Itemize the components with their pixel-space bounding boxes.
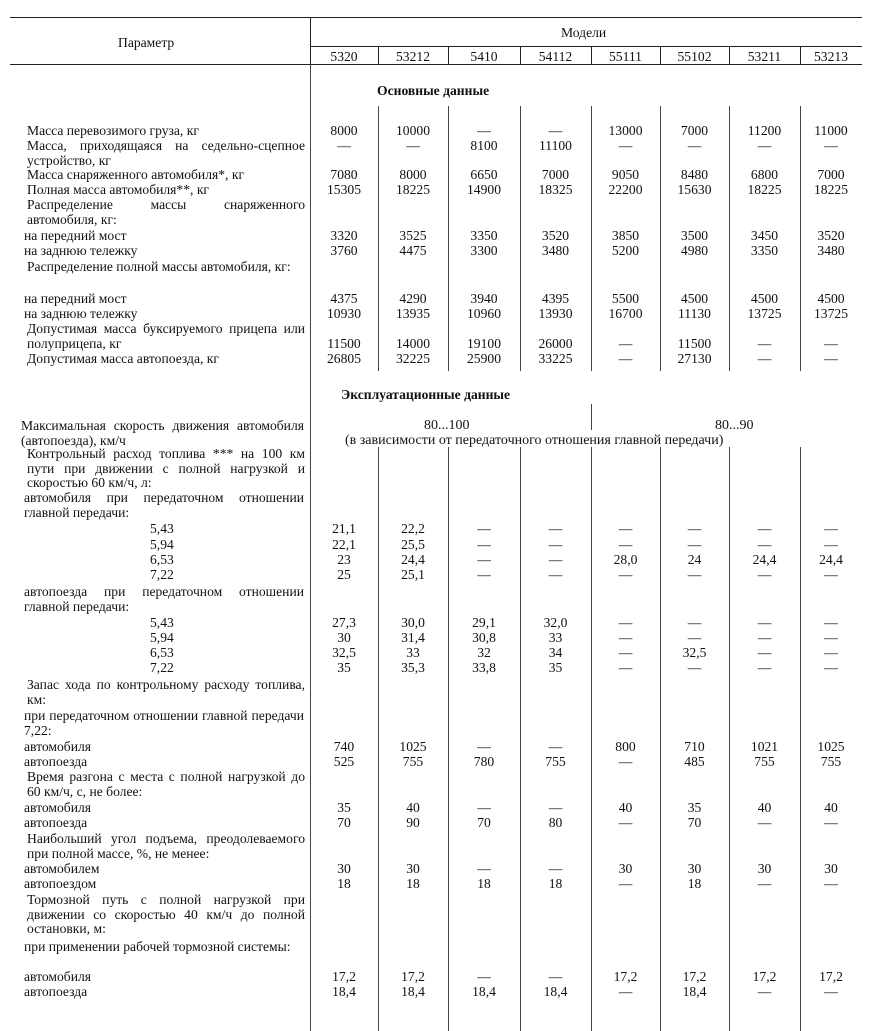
models-subheader-rule bbox=[311, 46, 862, 47]
cell-value: 24 bbox=[687, 552, 702, 567]
cell-value: — bbox=[824, 815, 838, 830]
cell-value: 15630 bbox=[677, 182, 712, 197]
cell-value: 32 bbox=[477, 645, 491, 660]
cell-value: — bbox=[687, 537, 702, 552]
cell-value: — bbox=[687, 138, 702, 153]
cell-value: — bbox=[824, 537, 838, 552]
cell-value: 3480 bbox=[541, 243, 570, 258]
cell-value: 70 bbox=[477, 815, 491, 830]
cell-value: — bbox=[477, 521, 491, 536]
cell-value: 26000 bbox=[538, 335, 573, 351]
cell-value: 11200 bbox=[747, 123, 782, 138]
cell-value: 25,1 bbox=[401, 567, 425, 582]
cell-value: 33 bbox=[406, 645, 420, 660]
cell-value: — bbox=[548, 521, 563, 536]
cell-value: — bbox=[477, 969, 491, 984]
cell-value: — bbox=[477, 567, 491, 582]
cell-value: 27,3 bbox=[332, 615, 356, 630]
cell-value: 18,4 bbox=[543, 984, 568, 999]
cell-value: 31,4 bbox=[401, 630, 425, 645]
cell-value: — bbox=[618, 567, 633, 582]
cell-value: — bbox=[548, 969, 563, 984]
cell-value: — bbox=[687, 615, 702, 630]
cell-value: 25 bbox=[337, 567, 351, 582]
cell-value: 1021 bbox=[750, 739, 779, 754]
cell-value: — bbox=[618, 984, 633, 999]
row-label: автомобилем bbox=[24, 861, 100, 876]
cell-value: 28,0 bbox=[613, 552, 638, 567]
row-label: Масса снаряженного автомобиля*, кг bbox=[27, 167, 245, 182]
param-header: Параметр bbox=[118, 35, 175, 50]
row-label: на заднюю тележку bbox=[24, 306, 138, 321]
cell-value: 17,2 bbox=[682, 969, 707, 984]
cell-value: 7000 bbox=[680, 123, 709, 138]
speed-value-left: 80...100 bbox=[424, 418, 470, 433]
row-label: Допустимая масса автопоезда, кг bbox=[27, 351, 219, 366]
cell-value: 30 bbox=[406, 861, 420, 876]
speed-divider-line bbox=[591, 404, 592, 430]
cell-value: — bbox=[618, 521, 633, 536]
cell-value: 30 bbox=[757, 861, 772, 876]
cell-value: 6800 bbox=[750, 167, 779, 182]
section-title-operational: Эксплуатационные данные bbox=[341, 387, 511, 402]
row-label: Время разгона с места с полной нагрузкой до 60 км/ч, с, не более: bbox=[27, 769, 305, 799]
cell-value: 710 bbox=[684, 739, 705, 754]
cell-value: 40 bbox=[618, 800, 633, 815]
model-header: 53212 bbox=[396, 49, 430, 64]
cell-value: 18 bbox=[477, 876, 491, 891]
cell-value: — bbox=[824, 630, 838, 645]
cell-value: — bbox=[618, 815, 633, 830]
cell-value: 10960 bbox=[467, 306, 501, 321]
cell-value: — bbox=[757, 615, 772, 630]
cell-value: 8000 bbox=[330, 123, 358, 138]
cell-value: 1025 bbox=[817, 739, 845, 754]
cell-value: 3850 bbox=[611, 228, 640, 243]
row-label: автопоезда bbox=[24, 754, 88, 769]
row-label: 6,53 bbox=[150, 552, 174, 567]
row-label: автомобиля bbox=[24, 969, 92, 984]
cell-value: — bbox=[824, 645, 838, 660]
cell-value: 26805 bbox=[327, 351, 361, 366]
cell-value: 17,2 bbox=[332, 969, 356, 984]
cell-value: 7000 bbox=[817, 167, 845, 182]
row-label: автомобиля при передаточном отношении главной передачи: bbox=[24, 490, 304, 520]
cell-value: 8100 bbox=[470, 138, 498, 153]
cell-value: 30,0 bbox=[401, 615, 425, 630]
cell-value: — bbox=[548, 567, 563, 582]
cell-value: 18 bbox=[687, 876, 702, 891]
speed-note: (в зависимости от передаточного отношения главной передачи) bbox=[345, 433, 724, 448]
cell-value: — bbox=[757, 138, 772, 153]
cell-value: — bbox=[824, 615, 838, 630]
cell-value: — bbox=[687, 660, 702, 675]
cell-value: 18 bbox=[337, 876, 351, 891]
cell-value: 11500 bbox=[677, 335, 712, 351]
cell-value: 3520 bbox=[541, 228, 570, 243]
cell-value: 24,4 bbox=[819, 552, 843, 567]
cell-value: 16700 bbox=[608, 306, 643, 321]
cell-value: 10000 bbox=[396, 123, 430, 138]
cell-value: 3525 bbox=[399, 228, 427, 243]
cell-value: 11000 bbox=[814, 123, 848, 138]
cell-value: 17,2 bbox=[819, 969, 843, 984]
row-label: 6,53 bbox=[150, 645, 174, 660]
cell-value: 4395 bbox=[541, 291, 570, 306]
model-header: 5320 bbox=[330, 49, 358, 64]
cell-value: 11100 bbox=[539, 138, 572, 153]
cell-value: 25900 bbox=[467, 351, 501, 366]
cell-value: 755 bbox=[820, 754, 842, 769]
cell-value: 32225 bbox=[396, 351, 430, 366]
cell-value: 80 bbox=[548, 815, 563, 830]
cell-value: — bbox=[618, 351, 633, 366]
cell-value: — bbox=[618, 876, 633, 891]
cell-value: — bbox=[477, 537, 491, 552]
cell-value: 3300 bbox=[470, 243, 498, 258]
cell-value: 30 bbox=[337, 630, 351, 645]
cell-value: 29,1 bbox=[472, 615, 496, 630]
cell-value: 14900 bbox=[467, 182, 501, 197]
cell-value: — bbox=[824, 138, 838, 153]
row-label: автопоезда при передаточном отношении главной передачи: bbox=[24, 584, 304, 614]
row-label: 7,22 bbox=[150, 660, 174, 675]
row-label: при применении рабочей тормозной системы: bbox=[24, 939, 291, 954]
cell-value: 4500 bbox=[750, 291, 779, 306]
cell-value: 35 bbox=[548, 660, 563, 675]
cell-value: 23 bbox=[337, 552, 351, 567]
cell-value: 35 bbox=[337, 660, 351, 675]
cell-value: 755 bbox=[402, 754, 424, 769]
row-label: на передний мост bbox=[24, 228, 127, 243]
cell-value: 18 bbox=[406, 876, 420, 891]
model-header: 54112 bbox=[538, 49, 573, 64]
row-label: Запас хода по контрольному расходу топлива, км: bbox=[27, 677, 305, 707]
cell-value: — bbox=[477, 739, 491, 754]
cell-value: 24,4 bbox=[401, 552, 425, 567]
cell-value: 40 bbox=[757, 800, 772, 815]
cell-value: 13000 bbox=[608, 123, 643, 138]
cell-value: 18,4 bbox=[401, 984, 425, 999]
cell-value: 8480 bbox=[680, 167, 709, 182]
cell-value: 27130 bbox=[677, 351, 712, 366]
cell-value: 5200 bbox=[611, 243, 640, 258]
cell-value: 755 bbox=[545, 754, 566, 769]
row-label: Контрольный расход топлива *** на 100 км пути при движении с полной нагрузкой и скоростью 60 км/ч, л: bbox=[27, 446, 305, 491]
row-label: 7,22 bbox=[150, 567, 174, 582]
cell-value: 30 bbox=[687, 861, 702, 876]
cell-value: 30 bbox=[824, 861, 838, 876]
row-label: автопоезда bbox=[24, 815, 88, 830]
cell-value: — bbox=[337, 138, 351, 153]
cell-value: 30,8 bbox=[472, 630, 496, 645]
cell-value: 9050 bbox=[611, 167, 640, 182]
cell-value: 19100 bbox=[467, 335, 501, 351]
cell-value: 4980 bbox=[680, 243, 709, 258]
cell-value: 13935 bbox=[396, 306, 430, 321]
cell-value: 5500 bbox=[611, 291, 640, 306]
model-header: 53213 bbox=[814, 49, 848, 64]
cell-value: — bbox=[548, 739, 563, 754]
cell-value: 13725 bbox=[814, 306, 848, 321]
cell-value: — bbox=[757, 537, 772, 552]
row-label: 5,94 bbox=[150, 630, 174, 645]
model-header: 5410 bbox=[470, 49, 498, 64]
cell-value: 755 bbox=[754, 754, 775, 769]
cell-value: 7080 bbox=[330, 167, 358, 182]
cell-value: 3760 bbox=[330, 243, 358, 258]
cell-value: 17,2 bbox=[613, 969, 638, 984]
cell-value: 4500 bbox=[680, 291, 709, 306]
model-header: 53211 bbox=[747, 49, 782, 64]
row-label: 5,43 bbox=[150, 615, 174, 630]
cell-value: — bbox=[618, 615, 633, 630]
cell-value: 30 bbox=[618, 861, 633, 876]
cell-value: 4375 bbox=[330, 291, 358, 306]
cell-value: — bbox=[824, 660, 838, 675]
cell-value: — bbox=[477, 861, 491, 876]
cell-value: 32,5 bbox=[682, 645, 707, 660]
cell-value: — bbox=[757, 351, 772, 366]
cell-value: — bbox=[548, 552, 563, 567]
cell-value: — bbox=[477, 123, 491, 138]
cell-value: 4500 bbox=[817, 291, 845, 306]
cell-value: 35 bbox=[687, 800, 702, 815]
cell-value: 11130 bbox=[678, 306, 711, 321]
cell-value: 18225 bbox=[747, 182, 782, 197]
row-label: 5,43 bbox=[150, 521, 174, 536]
cell-value: — bbox=[687, 630, 702, 645]
cell-value: 22,1 bbox=[332, 537, 356, 552]
cell-value: — bbox=[548, 861, 563, 876]
cell-value: 33,8 bbox=[472, 660, 496, 675]
row-label: Распределение полной массы автомобиля, кг: bbox=[27, 259, 291, 274]
row-label: Масса перевозимого груза, кг bbox=[27, 123, 199, 138]
row-label: на заднюю тележку bbox=[24, 243, 138, 258]
cell-value: — bbox=[824, 567, 838, 582]
row-label: автопоезда bbox=[24, 984, 88, 999]
cell-value: 90 bbox=[406, 815, 420, 830]
cell-value: 3450 bbox=[750, 228, 779, 243]
cell-value: 3350 bbox=[750, 243, 779, 258]
cell-value: 40 bbox=[824, 800, 838, 815]
cell-value: 70 bbox=[687, 815, 702, 830]
cell-value: 13725 bbox=[747, 306, 782, 321]
cell-value: — bbox=[824, 521, 838, 536]
row-label: Масса, приходящаяся на седельно-сцепное устройство, кг bbox=[27, 138, 305, 168]
cell-value: 15305 bbox=[327, 182, 361, 197]
cell-value: — bbox=[824, 984, 838, 999]
model-header: 55111 bbox=[609, 49, 642, 64]
row-label: 5,94 bbox=[150, 537, 174, 552]
cell-value: 34 bbox=[548, 645, 563, 660]
cell-value: — bbox=[618, 335, 633, 351]
cell-value: 17,2 bbox=[752, 969, 777, 984]
cell-value: 22200 bbox=[608, 182, 643, 197]
cell-value: 33 bbox=[548, 630, 563, 645]
row-label: Тормозной путь с полной нагрузкой при движении со скоростью 40 км/ч до полной остановки, м: bbox=[27, 892, 305, 937]
speed-value-right: 80...90 bbox=[715, 418, 754, 433]
row-label: Распределение массы снаряженного автомобиля, кг: bbox=[27, 197, 305, 227]
cell-value: 21,1 bbox=[332, 521, 356, 536]
cell-value: — bbox=[548, 800, 563, 815]
cell-value: — bbox=[824, 335, 838, 351]
cell-value: 18225 bbox=[396, 182, 430, 197]
cell-value: — bbox=[757, 645, 772, 660]
speed-label: Максимальная скорость движения автомобиля (автопоезда), км/ч bbox=[21, 418, 304, 448]
cell-value: — bbox=[687, 567, 702, 582]
cell-value: 18325 bbox=[538, 182, 573, 197]
model-header: 55102 bbox=[677, 49, 712, 64]
cell-value: 4475 bbox=[399, 243, 427, 258]
cell-value: — bbox=[757, 984, 772, 999]
cell-value: — bbox=[618, 754, 633, 769]
cell-value: 800 bbox=[615, 739, 636, 754]
cell-value: 22,2 bbox=[401, 521, 425, 536]
cell-value: 10930 bbox=[327, 306, 361, 321]
cell-value: — bbox=[757, 660, 772, 675]
cell-value: — bbox=[477, 552, 491, 567]
cell-value: — bbox=[618, 630, 633, 645]
cell-value: 6650 bbox=[470, 167, 498, 182]
cell-value: 3520 bbox=[817, 228, 845, 243]
row-label: автопоездом bbox=[24, 876, 97, 891]
cell-value: 33225 bbox=[538, 351, 573, 366]
cell-value: 14000 bbox=[396, 335, 430, 351]
cell-value: — bbox=[618, 138, 633, 153]
cell-value: 740 bbox=[333, 739, 355, 754]
cell-value: — bbox=[687, 521, 702, 536]
row-label: Допустимая масса буксируемого прицепа или полуприцепа, кг bbox=[27, 321, 305, 351]
cell-value: 35 bbox=[337, 800, 351, 815]
cell-value: 11500 bbox=[327, 335, 361, 351]
row-label: при передаточном отношении главной передачи 7,22: bbox=[24, 708, 304, 738]
cell-value: — bbox=[824, 876, 838, 891]
row-label: автомобиля bbox=[24, 800, 92, 815]
row-label: на передний мост bbox=[24, 291, 127, 306]
cell-value: 1025 bbox=[399, 739, 427, 754]
section-title-main: Основные данные bbox=[377, 83, 490, 98]
cell-value: 25,5 bbox=[401, 537, 425, 552]
cell-value: 8000 bbox=[399, 167, 427, 182]
cell-value: 4290 bbox=[399, 291, 427, 306]
row-label: Полная масса автомобиля**, кг bbox=[27, 182, 209, 197]
cell-value: 13930 bbox=[538, 306, 573, 321]
cell-value: — bbox=[618, 537, 633, 552]
cell-value: 485 bbox=[684, 754, 705, 769]
cell-value: 3940 bbox=[470, 291, 498, 306]
cell-value: 35,3 bbox=[401, 660, 425, 675]
row-label: Наибольший угол подъема, преодолеваемого при полной массе, %, не менее: bbox=[27, 831, 305, 861]
cell-value: 18225 bbox=[814, 182, 848, 197]
cell-value: 32,5 bbox=[332, 645, 356, 660]
cell-value: 18,4 bbox=[682, 984, 707, 999]
cell-value: — bbox=[757, 521, 772, 536]
table-top-rule bbox=[10, 17, 862, 18]
cell-value: 3480 bbox=[817, 243, 845, 258]
row-label: автомобиля bbox=[24, 739, 92, 754]
cell-value: — bbox=[477, 800, 491, 815]
cell-value: — bbox=[824, 351, 838, 366]
cell-value: 40 bbox=[406, 800, 420, 815]
cell-value: 18,4 bbox=[332, 984, 356, 999]
cell-value: 32,0 bbox=[543, 615, 568, 630]
cell-value: — bbox=[757, 815, 772, 830]
cell-value: — bbox=[757, 630, 772, 645]
cell-value: 24,4 bbox=[752, 552, 777, 567]
cell-value: 780 bbox=[473, 754, 495, 769]
cell-value: — bbox=[548, 123, 563, 138]
cell-value: 3500 bbox=[680, 228, 709, 243]
cell-value: 525 bbox=[333, 754, 355, 769]
cell-value: 7000 bbox=[541, 167, 570, 182]
cell-value: 18 bbox=[548, 876, 563, 891]
cell-value: — bbox=[548, 537, 563, 552]
cell-value: 3350 bbox=[470, 228, 498, 243]
models-header: Модели bbox=[561, 25, 607, 40]
cell-value: 70 bbox=[337, 815, 351, 830]
cell-value: — bbox=[618, 660, 633, 675]
cell-value: — bbox=[757, 876, 772, 891]
cell-value: 30 bbox=[337, 861, 351, 876]
cell-value: 18,4 bbox=[472, 984, 496, 999]
cell-value: 17,2 bbox=[401, 969, 425, 984]
cell-value: — bbox=[406, 138, 420, 153]
cell-value: — bbox=[618, 645, 633, 660]
cell-value: — bbox=[757, 335, 772, 351]
cell-value: 3320 bbox=[330, 228, 358, 243]
cell-value: — bbox=[757, 567, 772, 582]
